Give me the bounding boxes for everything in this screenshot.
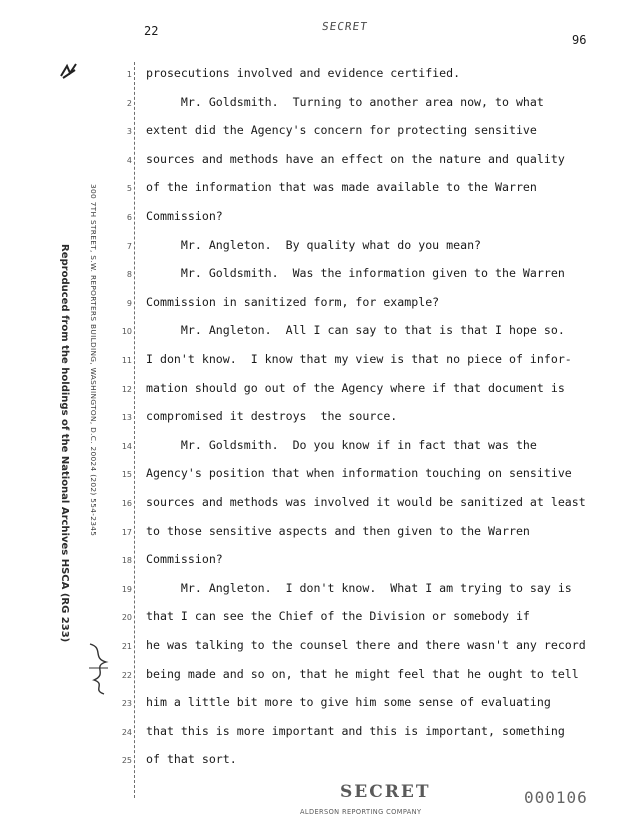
line-number: 3 (126, 127, 132, 137)
transcript-line: Commission in sanitized form, for example? (146, 294, 440, 309)
page-number-left: 22 (144, 24, 159, 38)
left-margin-rule (134, 62, 135, 798)
line-number: 16 (121, 499, 132, 508)
line-number: 25 (121, 756, 132, 766)
line-number: 9 (126, 298, 132, 308)
line-number: 10 (121, 327, 132, 337)
line-number: 4 (126, 155, 132, 165)
line-number: 23 (121, 699, 132, 709)
transcript-line: Mr. Angleton. I don't know. What I am trying to say is (146, 580, 572, 595)
transcript-line: sources and methods have an effect on the nature and quality (146, 151, 565, 166)
footer-classification-stamp: SECRET (340, 782, 431, 802)
transcript-line: compromised it destroys the source. (146, 409, 398, 424)
transcript-line: that I can see the Chief of the Division or somebody if (146, 609, 530, 624)
line-number: 21 (121, 642, 132, 651)
line-number: 11 (121, 356, 132, 365)
transcript-line: of that sort. (146, 752, 237, 767)
transcript-line: to those sensitive aspects and then given to the Warren (146, 523, 530, 538)
line-number: 1 (126, 70, 132, 79)
line-number: 15 (121, 470, 132, 480)
transcript-line: sources and methods was involved it would be sanitized at least (146, 495, 586, 509)
line-number: 18 (121, 556, 132, 566)
line-number: 22 (121, 670, 132, 680)
transcript-line: Mr. Angleton. All I can say to that is that I hope so. (146, 323, 565, 338)
transcript-line: being made and so on, that he might feel that he ought to tell (146, 666, 579, 681)
line-number: 14 (121, 441, 132, 451)
transcript-line: Mr. Angleton. By quality what do you mean? (146, 237, 482, 252)
line-number: 13 (121, 413, 132, 423)
transcript-line: Mr. Goldsmith. Do you know if in fact that was the (146, 437, 537, 452)
transcript-line: mation should go out of the Agency where if that document is (146, 380, 565, 395)
transcript-line: Commission? (146, 552, 223, 567)
transcript-line: Mr. Goldsmith. Was the information given to the Warren (146, 266, 565, 281)
line-number: 24 (121, 727, 132, 737)
line-number: 19 (121, 584, 132, 594)
reporter-address-vertical: 300 7TH STREET, S.W. REPORTERS BUILDING, WASHINGTON, D.C. 20024 (202) 554-2345 (89, 184, 98, 537)
document-number: 000106 (524, 788, 588, 807)
transcript-line: I don't know. I know that my view is that no piece of infor- (146, 352, 572, 366)
handwritten-mark-top (58, 60, 80, 82)
transcript-line: of the information that was made available to the Warren (146, 180, 537, 195)
line-number: 6 (126, 213, 132, 222)
line-number: 8 (126, 270, 132, 280)
transcript-line: extent did the Agency's concern for protecting sensitive (146, 123, 537, 138)
transcript-line: prosecutions involved and evidence certified. (146, 66, 461, 80)
transcript-line: that this is more important and this is important, something (146, 723, 565, 738)
margin-initials-signature (86, 638, 112, 698)
line-number: 7 (126, 241, 132, 251)
line-number: 17 (121, 527, 132, 537)
page-number-right: 96 (572, 33, 587, 47)
reporting-company-name: ALDERSON REPORTING COMPANY (300, 808, 422, 816)
transcript-line: Mr. Goldsmith. Turning to another area now, to what (146, 94, 544, 109)
transcript-line: Agency's position that when information touching on sensitive (146, 466, 572, 481)
transcript-line: Commission? (146, 209, 223, 223)
transcript-line: he was talking to the counsel there and there wasn't any record (146, 638, 586, 652)
line-number: 20 (121, 613, 132, 623)
line-number: 5 (126, 184, 132, 194)
line-number: 2 (126, 98, 132, 108)
transcript-line: him a little bit more to give him some sense of evaluating (146, 695, 551, 710)
top-classification-stamp: SECRET (321, 20, 369, 33)
archives-reproduction-notice: Reproduced from the holdings of the National Archives HSCA (RG 233) (59, 244, 70, 643)
line-number: 12 (121, 384, 132, 394)
